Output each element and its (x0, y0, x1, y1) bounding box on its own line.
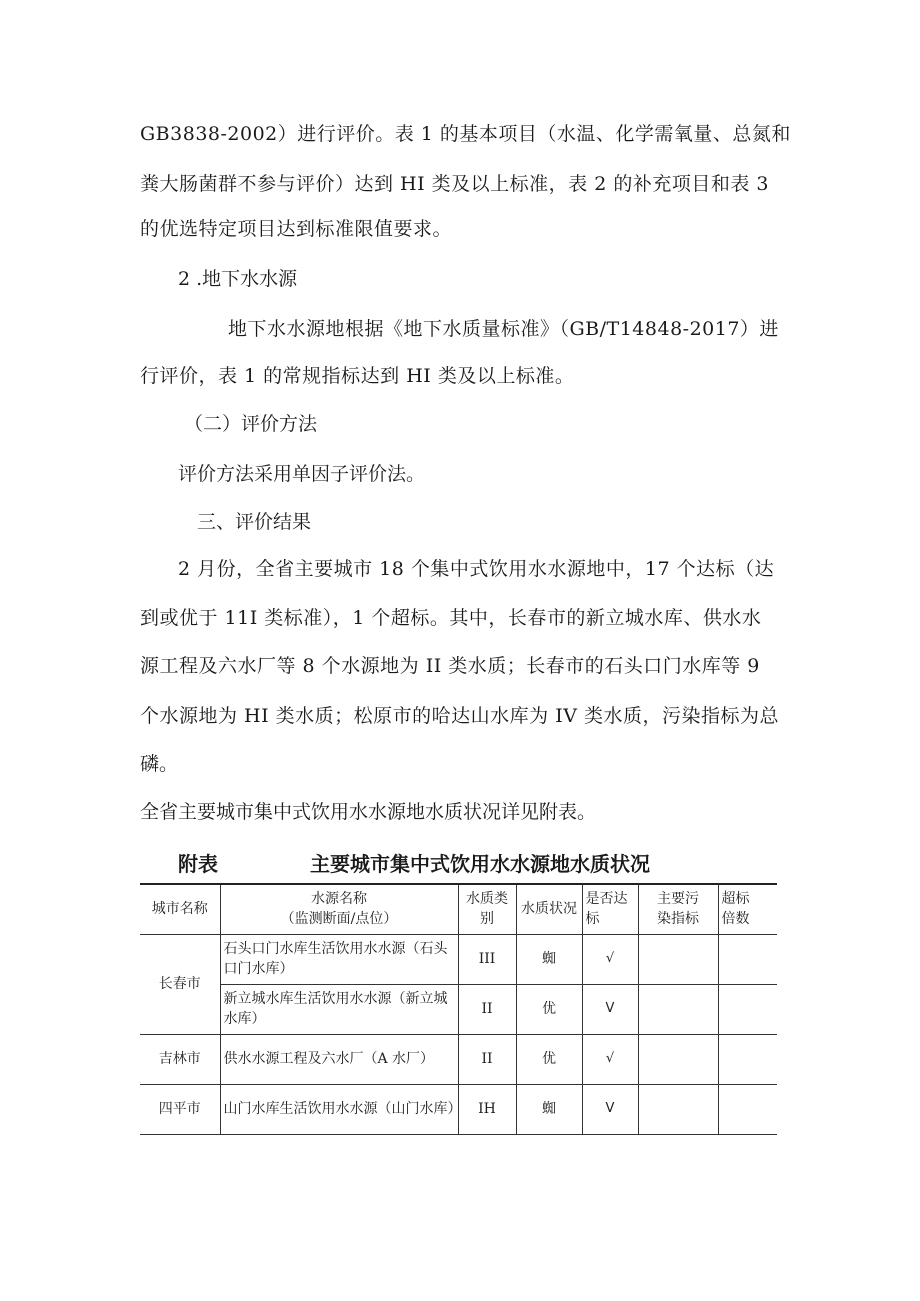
header-source-line2: （监测断面/点位） (280, 911, 398, 928)
cell-meets: V (582, 984, 638, 1034)
header-exceed-multiple (718, 884, 777, 934)
cell-status: 优 (516, 984, 582, 1034)
header-source (220, 884, 458, 934)
paragraph-line: 2 月份，全省主要城市 18 个集中式饮用水水源地中，17 个达标（达 (178, 558, 775, 580)
cell-meets: √ (582, 1034, 638, 1084)
header-meets-line1: 是否达 (585, 891, 628, 908)
table-header-row (140, 884, 777, 934)
table-row (140, 984, 777, 1034)
paragraph-line: 行评价，表 1 的常规指标达到 HI 类及以上标准。 (140, 365, 575, 387)
paragraph-line: 到或优于 11I 类标准），1 个超标。其中，长春市的新立城水库、供水水 (140, 607, 762, 629)
cell-exceed (718, 1034, 777, 1084)
header-quality-class-line1: 水质类 (466, 891, 508, 908)
paragraph-line: 地下水水源地根据《地下水质量标准》（GB/T14848-2017）进 (228, 318, 779, 340)
table-title: 主要城市集中式饮用水水源地水质状况 (310, 852, 650, 876)
cell-meets: V (582, 1084, 638, 1134)
header-pollutant (638, 884, 718, 934)
cell-status: 蜘 (516, 934, 582, 984)
header-status: 水质状况 (516, 884, 582, 934)
table-row (140, 1034, 777, 1084)
cell-exceed (718, 1084, 777, 1134)
paragraph-line: 评价方法采用单因子评价法。 (178, 463, 426, 485)
section-heading-method: （二）评价方法 (184, 413, 318, 435)
paragraph-line: 个水源地为 HI 类水质；松原市的哈达山水库为 IV 类水质，污染指标为总 (140, 705, 779, 727)
cell-source: 新立城水库生活饮用水水源（新立城水库） (220, 984, 458, 1034)
header-exceed-line1: 超标 (721, 891, 750, 908)
table-row (140, 934, 777, 984)
header-city: 城市名称 (140, 884, 220, 934)
cell-source: 山门水库生活饮用水水源（山门水库） (220, 1084, 458, 1134)
cell-exceed (718, 984, 777, 1034)
cell-class: II (458, 1034, 516, 1084)
cell-source: 供水水源工程及六水厂（A 水厂） (220, 1034, 458, 1084)
paragraph-line: 全省主要城市集中式饮用水水源地水质状况详见附表。 (140, 801, 597, 823)
table-row (140, 1084, 777, 1134)
table-label: 附表 (178, 852, 218, 876)
paragraph-line: 的优选特定项目达到标准限值要求。 (140, 218, 453, 240)
water-quality-table (140, 883, 777, 1135)
cell-pollutant (638, 934, 718, 984)
cell-pollutant (638, 1084, 718, 1134)
cell-status: 蜘 (516, 1084, 582, 1134)
cell-class: II (458, 984, 516, 1034)
header-meets-line2: 标 (585, 911, 600, 928)
cell-city: 四平市 (140, 1084, 220, 1134)
header-quality-class-line2: 别 (480, 911, 494, 928)
paragraph-line: 源工程及六水厂等 8 个水源地为 II 类水质；长春市的石头口门水库等 9 (140, 655, 760, 677)
cell-class: IH (458, 1084, 516, 1134)
cell-pollutant (638, 984, 718, 1034)
paragraph-line: 磷。 (140, 753, 179, 775)
cell-meets: √ (582, 934, 638, 984)
cell-pollutant (638, 1034, 718, 1084)
header-exceed-line2: 倍数 (721, 911, 750, 928)
header-pollutant-line2: 染指标 (657, 911, 699, 928)
paragraph-line: GB3838-2002）进行评价。表 1 的基本项目（水温、化学需氧量、总氮和 (140, 123, 791, 145)
cell-class: III (458, 934, 516, 984)
cell-status: 优 (516, 1034, 582, 1084)
section-heading-results: 三、评价结果 (197, 511, 312, 533)
cell-city: 长春市 (140, 934, 220, 1034)
cell-exceed (718, 934, 777, 984)
paragraph-line: 粪大肠菌群不参与评价）达到 HI 类及以上标准，表 2 的补充项目和表 3 (140, 173, 769, 195)
header-pollutant-line1: 主要污 (657, 891, 699, 908)
cell-city: 吉林市 (140, 1034, 220, 1084)
header-quality-class (458, 884, 516, 934)
cell-source: 石头口门水库生活饮用水水源（石头口门水库） (220, 934, 458, 984)
section-heading-groundwater: 2 .地下水水源 (178, 268, 298, 290)
header-source-line1: 水源名称 (311, 891, 367, 908)
header-meets-standard (582, 884, 638, 934)
